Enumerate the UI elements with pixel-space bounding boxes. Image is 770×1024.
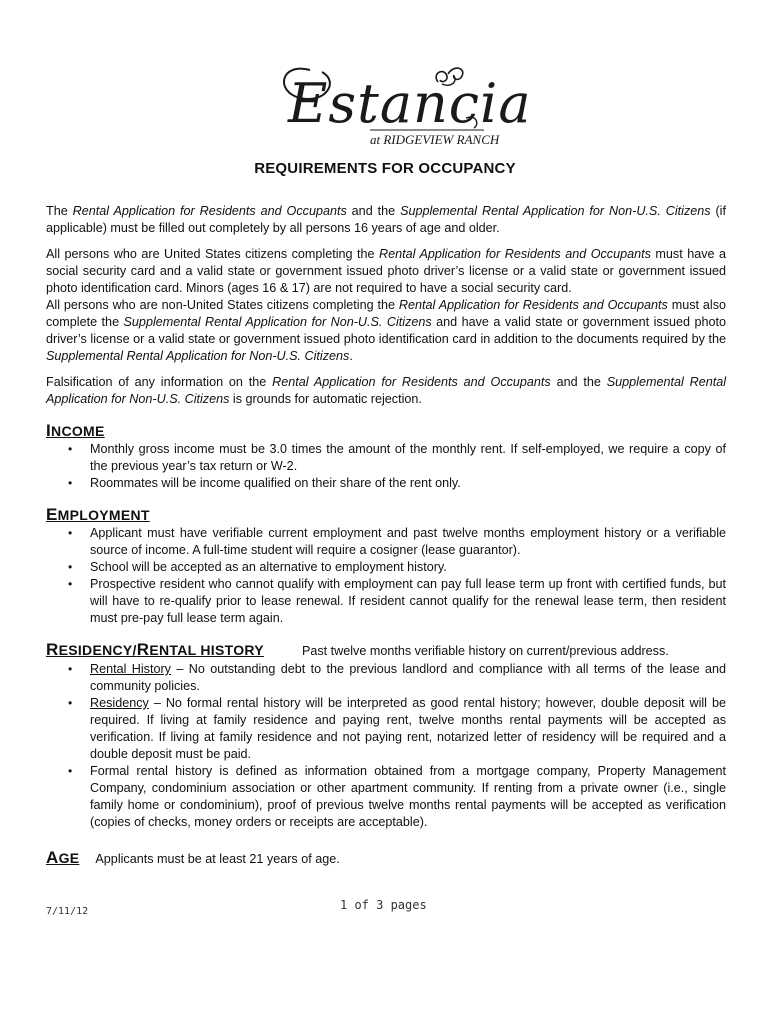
income-list <box>46 441 726 492</box>
form-name-italic: Rental Application for Residents and Occupants <box>72 204 347 218</box>
list-item <box>46 475 726 492</box>
text-run: All persons who are non-United States citizens completing the <box>46 298 399 312</box>
heading-initial: E <box>46 505 58 524</box>
text-run: must have a social security card and a valid state or government issued photo driver’s license or a valid state or government issued photo identification card. Minors (ages 16 & 17) are not required to have a social security card. <box>46 247 726 295</box>
residency-list <box>46 661 726 831</box>
list-item-text: – No outstanding debt to the previous landlord and compliance with all terms of the lease and community policies. <box>90 662 726 693</box>
form-name-italic: Rental Application for Residents and Occupants <box>379 247 651 261</box>
form-name-italic: Supplemental Rental Application for Non-U.S. Citizens <box>46 349 350 363</box>
estancia-logo <box>270 52 532 152</box>
text-run: must also complete the <box>46 298 726 329</box>
list-item <box>46 441 726 475</box>
bullet-icon: • <box>68 662 73 676</box>
income-heading <box>46 422 726 440</box>
bullet-icon: • <box>68 560 73 574</box>
age-note: Applicants must be at least 21 years of age. <box>95 852 340 866</box>
employment-heading <box>46 506 726 524</box>
heading-rest: NCOME <box>51 423 105 439</box>
logo-wordmark: Estancia <box>288 72 532 135</box>
intro-paragraph-3 <box>46 297 726 365</box>
text-run: Falsification of any information on the <box>46 375 273 389</box>
text-run: and the <box>346 204 401 218</box>
text-run: is grounds for automatic rejection. <box>229 392 422 406</box>
list-item-label: Residency <box>90 696 149 710</box>
text-run: The <box>46 204 73 218</box>
form-name-italic: Supplemental Rental Application for Non-U.S. Citizens <box>46 375 726 406</box>
heading-initial: R <box>136 640 150 659</box>
text-run: . <box>349 349 353 363</box>
age-row <box>46 849 726 868</box>
text-run: All persons who are United States citizens completing the <box>46 247 380 261</box>
logo-subtitle: at RIDGEVIEW RANCH <box>370 132 500 147</box>
list-item-text: Applicant must have verifiable current employment and past twelve months employment history or a verifiable source of income. A full-time student will require a cosigner (lease guarantor). <box>90 526 726 557</box>
list-item-text: Roommates will be income qualified on their share of the rent only. <box>90 476 461 490</box>
bullet-icon: • <box>68 764 73 778</box>
heading-rest: GE <box>58 850 80 866</box>
list-item-text: School will be accepted as an alternative to employment history. <box>90 560 447 574</box>
form-name-italic: Rental Application for Residents and Occupants <box>398 298 668 312</box>
footer-page-number: 1 of 3 pages <box>340 898 427 912</box>
bullet-icon: • <box>68 526 73 540</box>
list-item <box>46 576 726 627</box>
age-heading <box>46 849 79 867</box>
heading-initial: I <box>46 421 52 440</box>
list-item <box>46 695 726 763</box>
bullet-icon: • <box>68 577 73 591</box>
text-run: and the <box>550 375 607 389</box>
document-body <box>46 203 726 868</box>
employment-list <box>46 525 726 627</box>
heading-rest: ENTAL HISTORY <box>149 642 264 658</box>
form-name-italic: Rental Application for Residents and Occupants <box>272 375 551 389</box>
text-run: and have a valid state or government issued photo driver’s license or a valid state or government issued photo identification card in addition to the documents required by the <box>46 315 726 346</box>
list-item-text: Prospective resident who cannot qualify with employment can pay full lease term up front with certified funds, but will have to re-qualify prior to lease renewal. If resident cannot qualify for the renewal lease term, then resident must pre-pay full lease term again. <box>90 577 726 625</box>
list-item <box>46 661 726 695</box>
text-run: (if applicable) must be filled out completely by all persons 16 years of age and older. <box>46 204 726 235</box>
list-item-text: – No formal rental history will be interpreted as good rental history; however, double deposit will be required. If living at family residence and paying rent, twelve months rental payments will be accepted as verification. If living at family residence and not paying rent, notarized letter of residency will be required and a double deposit must be paid. <box>90 696 726 761</box>
bullet-icon: • <box>68 442 73 456</box>
intro-paragraph-4 <box>46 374 726 408</box>
footer-date: 7/11/12 <box>46 906 89 917</box>
heading-initial: R <box>46 640 59 659</box>
list-item <box>46 763 726 831</box>
form-name-italic: Supplemental Rental Application for Non-U.S. Citizens <box>123 315 432 329</box>
page-title: REQUIREMENTS FOR OCCUPANCY <box>254 160 516 177</box>
list-item-text: Formal rental history is defined as information obtained from a mortgage company, Property Management Company, condominium association or other apartment community. If renting from a private owner (i.e., single family home or condominium), proof of previous twelve months rental payments will be accepted as verification (copies of checks, money orders or receipts are acceptable). <box>90 764 726 829</box>
list-item-label: Rental History <box>90 662 171 676</box>
intro-paragraph-2 <box>46 246 726 297</box>
list-item-text: Monthly gross income must be 3.0 times the amount of the monthly rent. If self-employed, we require a copy of the previous year’s tax return or W-2. <box>90 442 726 473</box>
form-name-italic: Supplemental Rental Application for Non-U.S. Citizens <box>400 204 711 218</box>
heading-rest: ESIDENCY/ <box>58 642 137 658</box>
intro-paragraph-1 <box>46 203 726 237</box>
heading-initial: A <box>46 848 59 867</box>
heading-rest: MPLOYMENT <box>57 507 150 523</box>
residency-note: Past twelve months verifiable history on current/previous address. <box>301 644 669 658</box>
list-item <box>46 559 726 576</box>
bullet-icon: • <box>68 476 73 490</box>
list-item <box>46 525 726 559</box>
residency-heading-row <box>46 641 726 660</box>
residency-heading <box>46 641 264 659</box>
bullet-icon: • <box>68 696 73 710</box>
